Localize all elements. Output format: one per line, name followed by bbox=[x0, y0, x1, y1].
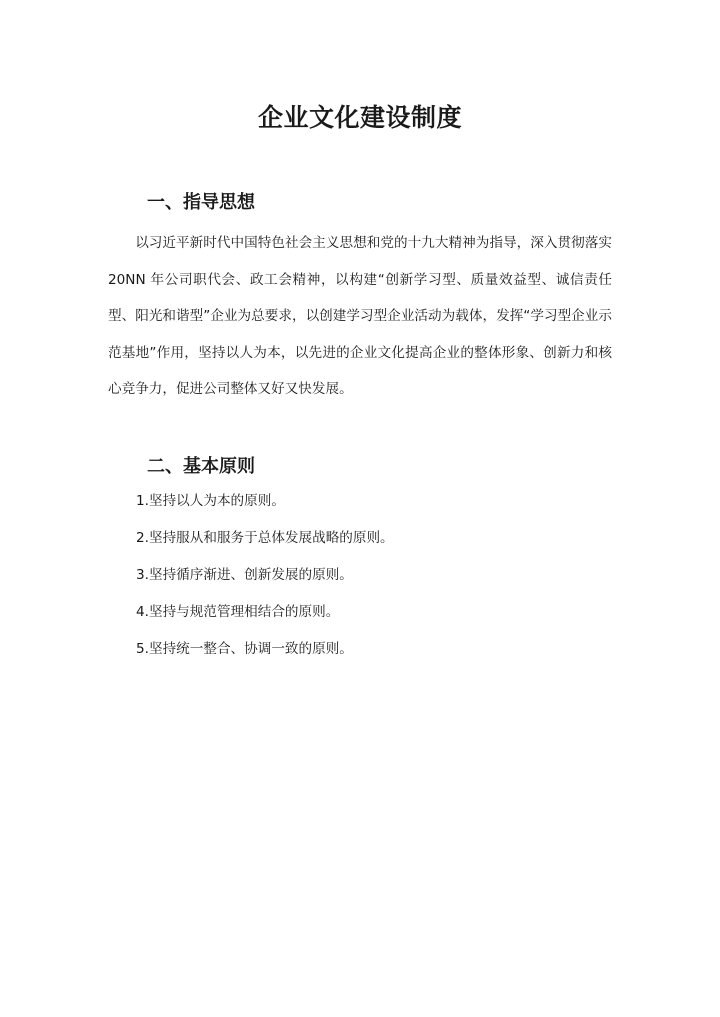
principle-item: 1.坚持以人为本的原则。 bbox=[136, 493, 285, 509]
guiding-ideology-paragraph: 以习近平新时代中国特色社会主义思想和党的十九大精神为指导，深入贯彻落实 20NN 年公司职代会、政工会精神，以构建“创新学习型、质量效益型、诚信责任型、阳光和谐型”企业为总要求，以创建学习型企业活动为载体，发挥“学习型企业示范基地”作用，坚持以人为本，以先进的企业文化提高企业的整体形象、创新力和核心竞争力，促进公司整体又好又快发展。 bbox=[108, 235, 612, 398]
principle-item: 2.坚持服从和服务于总体发展战略的原则。 bbox=[136, 530, 394, 546]
principle-item: 4.坚持与规范管理相结合的原则。 bbox=[136, 604, 340, 620]
page-title: 企业文化建设制度 bbox=[257, 103, 462, 132]
principles-list bbox=[136, 489, 394, 674]
principle-item: 5.坚持统一整合、协调一致的原则。 bbox=[136, 641, 353, 657]
principle-item: 3.坚持循序渐进、创新发展的原则。 bbox=[136, 567, 353, 583]
section-heading-basic-principles: 二、基本原则 bbox=[147, 456, 255, 477]
section-heading-guiding-ideology: 一、指导思想 bbox=[147, 192, 255, 213]
